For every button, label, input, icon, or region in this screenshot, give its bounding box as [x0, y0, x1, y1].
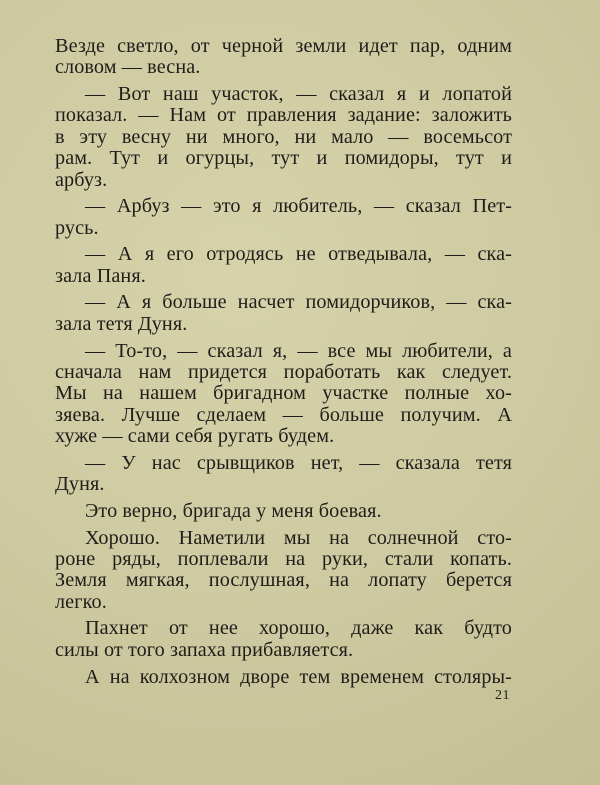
text-line-8: — Арбуз — это я любитель, — сказал Пет- [85, 196, 512, 218]
text-line-14: — То-то, — сказал я, — все мы любители, а [85, 340, 512, 362]
text-line-4: показал. — Нам от правления задание: заложить [55, 105, 512, 127]
text-line-28: А на колхозном дворе тем временем столяры- [85, 666, 512, 688]
text-line-22: Хорошо. Наметили мы на солнечной сто- [85, 527, 512, 549]
text-line-24: Земля мягкая, послушная, на лопату берется [55, 570, 512, 592]
text-line-18: хуже — сами себя ругать будем. [55, 426, 335, 448]
text-line-11: зала Паня. [55, 265, 146, 287]
text-line-5: в эту весну ни много, ни мало — восемьсот [55, 126, 512, 148]
text-line-20: Дуня. [55, 474, 105, 496]
text-line-25: легко. [55, 591, 107, 613]
text-line-12: — А я больше насчет помидорчиков, — ска- [85, 292, 512, 314]
text-line-19: — У нас срывщиков нет, — сказала тетя [85, 452, 512, 474]
text-line-10: — А я его отродясь не отведывала, — ска- [85, 244, 512, 266]
page-text [55, 36, 512, 688]
text-line-21: Это верно, бригада у меня боевая. [85, 500, 382, 522]
text-line-16: Мы на нашем бригадном участке полные хо- [55, 383, 512, 405]
text-line-9: русь. [55, 217, 99, 239]
text-line-26: Пахнет от нее хорошо, даже как будто [85, 618, 512, 640]
text-line-27: силы от того запаха прибавляется. [55, 639, 354, 661]
text-line-17: зяева. Лучше сделаем — больше получим. А [55, 404, 512, 426]
text-line-15: сначала нам придется поработать как следует. [55, 361, 512, 383]
text-line-23: роне ряды, поплевали на руки, стали копать. [55, 548, 512, 570]
text-line-1: Везде светло, от черной земли идет пар, одним [55, 36, 512, 57]
text-line-2: словом — весна. [55, 57, 201, 79]
text-line-3: — Вот наш участок, — сказал я и лопатой [85, 84, 512, 106]
page-number: 21 [495, 688, 510, 703]
text-line-7: арбуз. [55, 169, 108, 191]
text-line-6: рам. Тут и огурцы, тут и помидоры, тут и [55, 148, 512, 170]
text-line-13: зала тетя Дуня. [55, 313, 188, 335]
